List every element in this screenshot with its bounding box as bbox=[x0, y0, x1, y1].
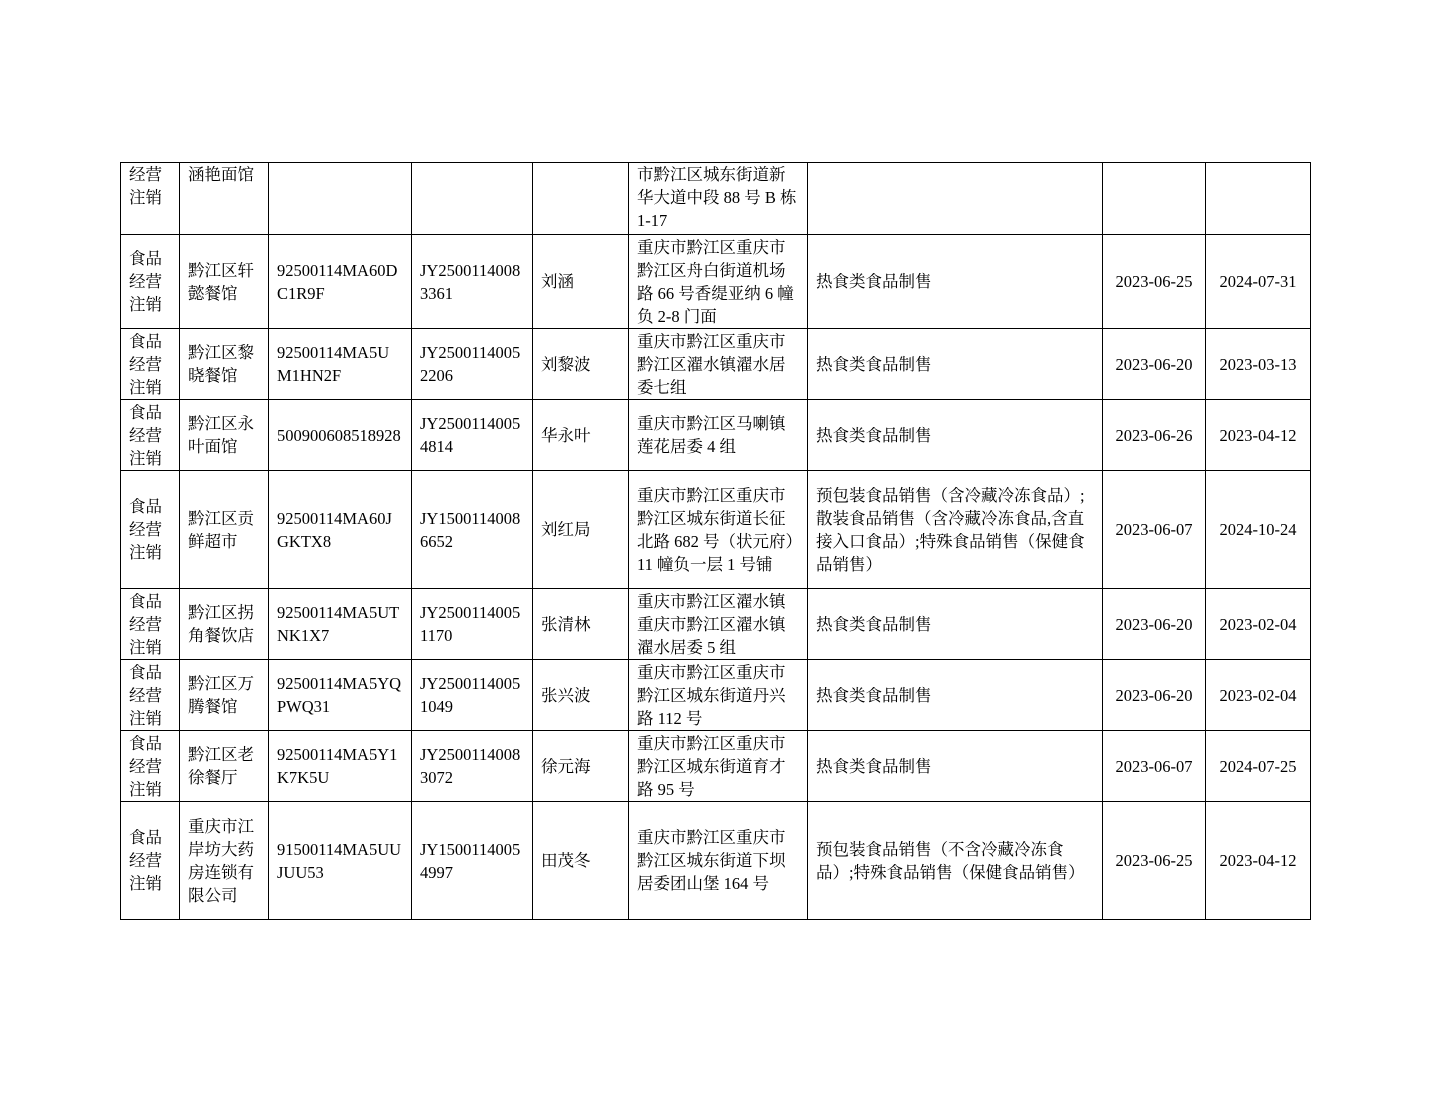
credit-code-cell: 92500114MA5UTNK1X7 bbox=[269, 589, 412, 660]
expiry-date-cell: 2024-07-25 bbox=[1206, 731, 1311, 802]
business-name-cell: 黔江区永叶面馆 bbox=[180, 400, 269, 471]
food-license-cancellation-table bbox=[120, 162, 1311, 920]
license-number-cell: JY25001140083072 bbox=[412, 731, 533, 802]
credit-code-cell: 92500114MA60DC1R9F bbox=[269, 235, 412, 329]
category-cell: 食品经营注销 bbox=[121, 731, 180, 802]
issue-date-cell: 2023-06-25 bbox=[1103, 802, 1206, 920]
category-cell: 经营注销 bbox=[121, 163, 180, 235]
category-cell: 食品经营注销 bbox=[121, 329, 180, 400]
legal-person-cell: 刘涵 bbox=[533, 235, 629, 329]
category-cell: 食品经营注销 bbox=[121, 660, 180, 731]
address-cell: 重庆市黔江区重庆市黔江区濯水镇濯水居委七组 bbox=[629, 329, 808, 400]
expiry-date-cell: 2024-07-31 bbox=[1206, 235, 1311, 329]
table-row bbox=[121, 235, 1311, 329]
credit-code-cell: 92500114MA5UM1HN2F bbox=[269, 329, 412, 400]
expiry-date-cell: 2023-02-04 bbox=[1206, 660, 1311, 731]
license-number-cell: JY25001140051170 bbox=[412, 589, 533, 660]
issue-date-cell: 2023-06-26 bbox=[1103, 400, 1206, 471]
business-scope-cell: 热食类食品制售 bbox=[808, 329, 1103, 400]
legal-person-cell: 徐元海 bbox=[533, 731, 629, 802]
category-cell: 食品经营注销 bbox=[121, 589, 180, 660]
credit-code-cell: 91500114MA5UUJUU53 bbox=[269, 802, 412, 920]
table-row bbox=[121, 163, 1311, 235]
business-scope-cell bbox=[808, 163, 1103, 235]
business-name-cell: 黔江区黎晓餐馆 bbox=[180, 329, 269, 400]
table-row bbox=[121, 660, 1311, 731]
expiry-date-cell bbox=[1206, 163, 1311, 235]
issue-date-cell: 2023-06-20 bbox=[1103, 660, 1206, 731]
legal-person-cell: 刘红局 bbox=[533, 471, 629, 589]
license-number-cell: JY25001140083361 bbox=[412, 235, 533, 329]
business-name-cell: 黔江区轩懿餐馆 bbox=[180, 235, 269, 329]
address-cell: 重庆市黔江区重庆市黔江区舟白街道机场路 66 号香缇亚纳 6 幢负 2-8 门面 bbox=[629, 235, 808, 329]
expiry-date-cell: 2023-04-12 bbox=[1206, 400, 1311, 471]
table-row bbox=[121, 589, 1311, 660]
credit-code-cell: 92500114MA5YQPWQ31 bbox=[269, 660, 412, 731]
address-cell: 重庆市黔江区重庆市黔江区城东街道长征北路 682 号（状元府）11 幢负一层 1 号铺 bbox=[629, 471, 808, 589]
legal-person-cell: 张清林 bbox=[533, 589, 629, 660]
issue-date-cell: 2023-06-20 bbox=[1103, 329, 1206, 400]
license-number-cell: JY15001140054997 bbox=[412, 802, 533, 920]
credit-code-cell: 500900608518928 bbox=[269, 400, 412, 471]
business-scope-cell: 热食类食品制售 bbox=[808, 400, 1103, 471]
legal-person-cell bbox=[533, 163, 629, 235]
business-name-cell: 黔江区万腾餐馆 bbox=[180, 660, 269, 731]
business-name-cell: 黔江区老徐餐厅 bbox=[180, 731, 269, 802]
issue-date-cell: 2023-06-07 bbox=[1103, 471, 1206, 589]
business-name-cell: 黔江区拐角餐饮店 bbox=[180, 589, 269, 660]
address-cell: 重庆市黔江区濯水镇重庆市黔江区濯水镇濯水居委 5 组 bbox=[629, 589, 808, 660]
expiry-date-cell: 2024-10-24 bbox=[1206, 471, 1311, 589]
license-number-cell: JY25001140052206 bbox=[412, 329, 533, 400]
address-cell: 重庆市黔江区重庆市黔江区城东街道丹兴路 112 号 bbox=[629, 660, 808, 731]
category-cell: 食品经营注销 bbox=[121, 235, 180, 329]
address-cell: 重庆市黔江区重庆市黔江区城东街道下坝居委团山堡 164 号 bbox=[629, 802, 808, 920]
business-scope-cell: 热食类食品制售 bbox=[808, 731, 1103, 802]
legal-person-cell: 刘黎波 bbox=[533, 329, 629, 400]
issue-date-cell: 2023-06-25 bbox=[1103, 235, 1206, 329]
issue-date-cell: 2023-06-07 bbox=[1103, 731, 1206, 802]
address-cell: 重庆市黔江区马喇镇莲花居委 4 组 bbox=[629, 400, 808, 471]
expiry-date-cell: 2023-04-12 bbox=[1206, 802, 1311, 920]
legal-person-cell: 田茂冬 bbox=[533, 802, 629, 920]
table-row bbox=[121, 400, 1311, 471]
business-scope-cell: 预包装食品销售（不含冷藏冷冻食品）;特殊食品销售（保健食品销售） bbox=[808, 802, 1103, 920]
credit-code-cell: 92500114MA5Y1K7K5U bbox=[269, 731, 412, 802]
table-row bbox=[121, 731, 1311, 802]
business-name-cell: 黔江区贡鲜超市 bbox=[180, 471, 269, 589]
credit-code-cell: 92500114MA60JGKTX8 bbox=[269, 471, 412, 589]
table-row bbox=[121, 802, 1311, 920]
credit-code-cell bbox=[269, 163, 412, 235]
business-name-cell: 涵艳面馆 bbox=[180, 163, 269, 235]
issue-date-cell: 2023-06-20 bbox=[1103, 589, 1206, 660]
expiry-date-cell: 2023-03-13 bbox=[1206, 329, 1311, 400]
license-number-cell: JY15001140086652 bbox=[412, 471, 533, 589]
address-cell: 市黔江区城东街道新华大道中段 88 号 B 栋 1-17 bbox=[629, 163, 808, 235]
table-row bbox=[121, 471, 1311, 589]
business-scope-cell: 热食类食品制售 bbox=[808, 235, 1103, 329]
category-cell: 食品经营注销 bbox=[121, 802, 180, 920]
category-cell: 食品经营注销 bbox=[121, 400, 180, 471]
table-row bbox=[121, 329, 1311, 400]
business-scope-cell: 预包装食品销售（含冷藏冷冻食品）;散装食品销售（含冷藏冷冻食品,含直接入口食品）;特殊食品销售（保健食品销售） bbox=[808, 471, 1103, 589]
business-name-cell: 重庆市江岸坊大药房连锁有限公司 bbox=[180, 802, 269, 920]
address-cell: 重庆市黔江区重庆市黔江区城东街道育才路 95 号 bbox=[629, 731, 808, 802]
expiry-date-cell: 2023-02-04 bbox=[1206, 589, 1311, 660]
business-scope-cell: 热食类食品制售 bbox=[808, 660, 1103, 731]
license-number-cell: JY25001140054814 bbox=[412, 400, 533, 471]
legal-person-cell: 华永叶 bbox=[533, 400, 629, 471]
license-number-cell: JY25001140051049 bbox=[412, 660, 533, 731]
category-cell: 食品经营注销 bbox=[121, 471, 180, 589]
issue-date-cell bbox=[1103, 163, 1206, 235]
business-scope-cell: 热食类食品制售 bbox=[808, 589, 1103, 660]
license-number-cell bbox=[412, 163, 533, 235]
legal-person-cell: 张兴波 bbox=[533, 660, 629, 731]
